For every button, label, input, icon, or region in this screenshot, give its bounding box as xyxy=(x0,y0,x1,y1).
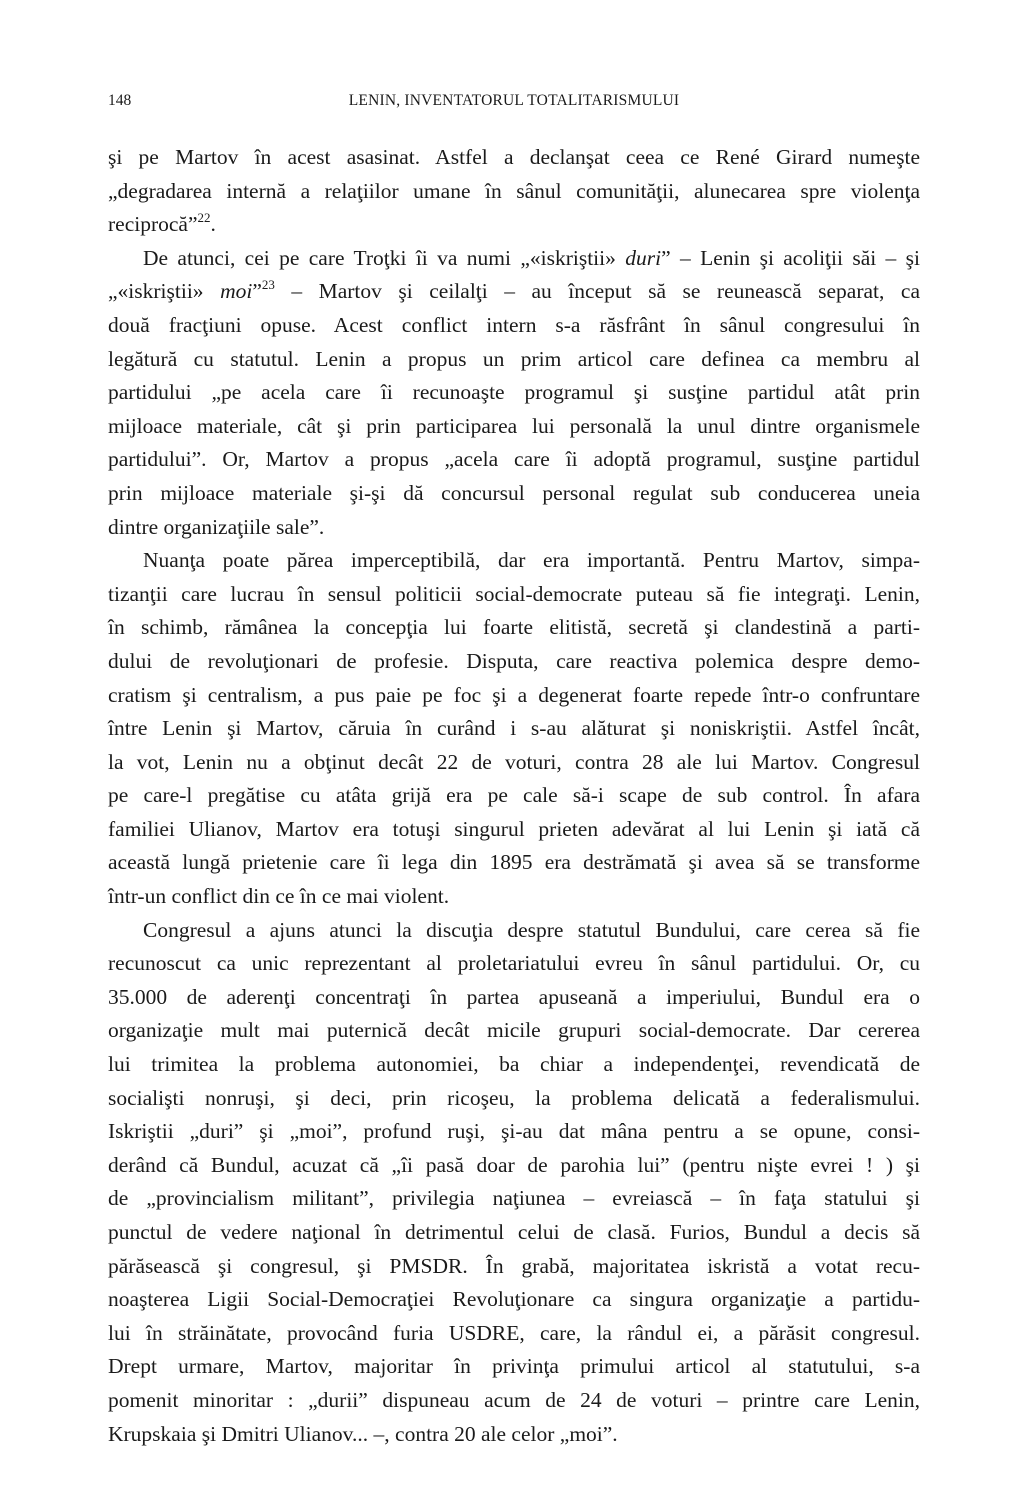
text-run: recunoscut ca unic reprezentant al proletariatului evreu în sânul partidului. Or, cu xyxy=(108,951,920,976)
text-line xyxy=(108,914,920,948)
text-run: . xyxy=(210,212,216,237)
text-run: ” xyxy=(252,279,262,304)
paragraph xyxy=(108,242,920,544)
text-run: cratism şi centralism, a pus paie pe foc şi a degenerat foarte repede într-o confruntare xyxy=(108,682,920,707)
italic-term: moi xyxy=(220,279,253,304)
text-run: socialişti nonruşi, şi deci, prin ricoşeu, la problema delicată a federalismului. xyxy=(108,1085,920,1110)
text-line xyxy=(108,947,920,981)
text-line xyxy=(108,1182,920,1216)
text-line xyxy=(108,376,920,410)
text-run: reciprocă” xyxy=(108,212,198,237)
text-run: 35.000 de aderenţi concentraţi în partea apuseană a imperiului, Bundul era o xyxy=(108,984,920,1009)
text-line xyxy=(108,679,920,713)
text-line xyxy=(108,1384,920,1418)
paragraph xyxy=(108,914,920,1452)
text-run: partidului „pe acela care îi recunoaşte programul şi susţine partidul atât prin xyxy=(108,380,920,405)
text-run: Nuanţa poate părea imperceptibilă, dar era importantă. Pentru Martov, simpa- xyxy=(143,548,920,573)
text-run: această lungă prietenie care îi lega din 1895 era destrămată şi avea să se transforme xyxy=(108,850,920,875)
text-run: părăsească şi congresul, şi PMSDR. În grabă, majoritatea iskristă a votat recu- xyxy=(108,1253,920,1278)
text-run: derând că Bundul, acuzat că „îi pasă doar de parohia lui” (pentru nişte evrei ! ) şi xyxy=(108,1152,920,1177)
text-line xyxy=(108,309,920,343)
footnote-reference: 23 xyxy=(261,277,275,293)
text-run: între Lenin şi Martov, căruia în curând i s-au alăturat şi noniskriştii. Astfel încât, xyxy=(108,716,920,741)
text-line xyxy=(108,141,920,175)
text-line xyxy=(108,1149,920,1183)
text-run: „«iskriştii» xyxy=(108,279,221,304)
text-line xyxy=(108,544,920,578)
text-line xyxy=(108,578,920,612)
text-run: şi pe Martov în acest asasinat. Astfel a declanşat ceea ce René Girard numeşte xyxy=(108,145,920,169)
text-line xyxy=(108,746,920,780)
text-line xyxy=(108,880,920,914)
text-run: familiei Ulianov, Martov era totuşi singurul prieten adevărat al lui Lenin şi iată că xyxy=(108,816,920,841)
text-line xyxy=(108,779,920,813)
footnote-reference: 22 xyxy=(197,210,211,226)
text-run: lui trimitea la problema autonomiei, ba chiar a independenţei, revendicată de xyxy=(108,1052,920,1077)
text-line xyxy=(108,1418,920,1452)
text-line xyxy=(108,611,920,645)
text-run: tizanţii care lucrau în sensul politicii social-democrate puteau să fie integraţi. Lenin, xyxy=(108,581,920,606)
text-line xyxy=(108,645,920,679)
text-line xyxy=(108,1082,920,1116)
text-line xyxy=(108,410,920,444)
text-line xyxy=(108,846,920,880)
text-line xyxy=(108,1048,920,1082)
text-line xyxy=(108,1250,920,1284)
text-run: organizaţie mult mai puternică decât micile grupuri social-democrate. Dar cererea xyxy=(108,1018,920,1043)
text-run: prin mijloace materiale şi-şi dă concursul personal regulat sub conducerea uneia xyxy=(108,480,920,505)
text-run: noaşterea Ligii Social-Democraţiei Revoluţionare ca singura organizaţie a partidu- xyxy=(108,1287,920,1312)
text-run: „degradarea internă a relaţiilor umane în sânul comunităţii, alunecarea spre violenţa xyxy=(108,178,920,203)
text-run: – Martov şi ceilalţi – au început să se reunească separat, ca xyxy=(274,279,920,304)
text-line xyxy=(108,242,920,276)
text-run: partidului”. Or, Martov a propus „acela care îi adoptă programul, susţine partidul xyxy=(108,447,920,472)
body-text xyxy=(108,141,920,1451)
text-line xyxy=(108,275,920,309)
text-line xyxy=(108,1216,920,1250)
text-line xyxy=(108,813,920,847)
text-run: Congresul a ajuns atunci la discuţia despre statutul Bundului, care cerea să fie xyxy=(143,917,920,942)
text-line xyxy=(108,175,920,209)
text-line xyxy=(108,1283,920,1317)
text-run: dului de revoluţionari de profesie. Disputa, care reactiva polemica despre demo- xyxy=(108,648,920,673)
text-run: lui în străinătate, provocând furia USDRE, care, la rândul ei, a părăsit congresul. xyxy=(108,1320,920,1345)
text-line xyxy=(108,1115,920,1149)
text-run: mijloace materiale, cât şi prin participarea lui personală la unul dintre organismele xyxy=(108,413,920,438)
text-line xyxy=(108,712,920,746)
text-line xyxy=(108,208,920,242)
text-run: pe care-l pregătise cu atâta grijă era pe cale să-i scape de sub control. În afara xyxy=(108,783,920,808)
text-line xyxy=(108,511,920,545)
text-run: de „provincialism militant”, privilegia naţiunea – evreiască – în faţa statului şi xyxy=(108,1186,920,1211)
text-run: la vot, Lenin nu a obţinut decât 22 de voturi, contra 28 ale lui Martov. Congresul xyxy=(108,749,920,774)
text-run: într-un conflict din ce în ce mai violent. xyxy=(108,884,450,909)
text-run: Drept urmare, Martov, majoritar în privinţa primului articol al statutului, s-a xyxy=(108,1354,920,1379)
text-line xyxy=(108,343,920,377)
text-run: pomenit minoritar : „durii” dispuneau acum de 24 de voturi – printre care Lenin, xyxy=(108,1387,920,1412)
page-number: 148 xyxy=(108,92,132,109)
text-run: dintre organizaţiile sale”. xyxy=(108,514,325,539)
text-line xyxy=(108,981,920,1015)
text-run: ” – Lenin şi acoliţii săi – şi xyxy=(661,245,921,270)
text-run: punctul de vedere naţional în detrimentul celui de clasă. Furios, Bundul a decis să xyxy=(108,1220,920,1244)
text-line xyxy=(108,477,920,511)
text-line xyxy=(108,443,920,477)
text-line xyxy=(108,1014,920,1048)
text-run: Krupskaia şi Dmitri Ulianov... –, contra 20 ale celor „moi”. xyxy=(108,1421,618,1446)
text-run: Iskriştii „duri” şi „moi”, profund ruşi, şi-au dat mâna pentru a se opune, consi- xyxy=(108,1119,920,1144)
running-title: LENIN, INVENTATORUL TOTALITARISMULUI xyxy=(348,92,680,109)
text-run: două fracţiuni opuse. Acest conflict intern s-a răsfrânt în sânul congresului în xyxy=(108,312,920,337)
text-run: în schimb, rămânea la concepţia lui foarte elitistă, secretă şi clandestină a parti- xyxy=(108,615,920,640)
text-run: legătură cu statutul. Lenin a propus un prim articol care definea ca membru al xyxy=(108,346,920,371)
text-line xyxy=(108,1317,920,1351)
paragraph xyxy=(108,544,920,914)
text-run: De atunci, cei pe care Troţki îi va numi „«iskriştii» xyxy=(143,245,626,270)
page-header xyxy=(108,90,920,112)
text-line xyxy=(108,1350,920,1384)
italic-term: duri xyxy=(625,245,662,270)
paragraph xyxy=(108,141,920,242)
